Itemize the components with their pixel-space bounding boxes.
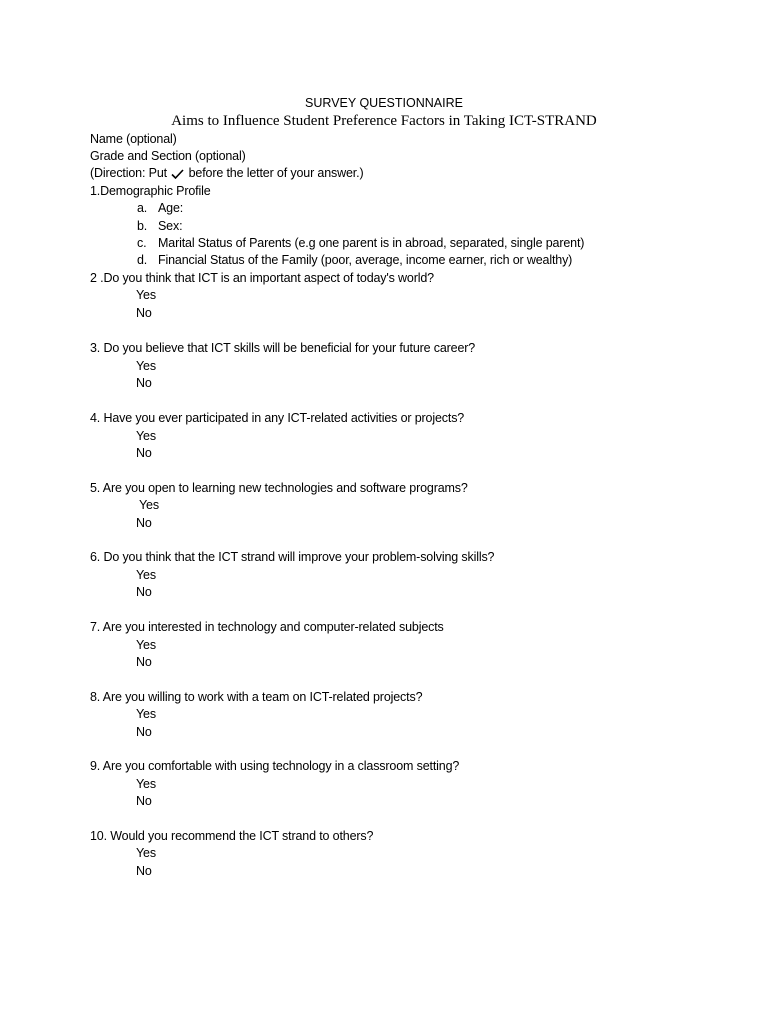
no-option: No [136,725,152,739]
no-option: No [136,516,152,530]
item-letter: a. [137,201,148,215]
yes-option: Yes [136,359,156,373]
question-text: 7. Are you interested in technology and computer-related subjects [90,620,444,634]
question-text: 9. Are you comfortable with using technology in a classroom setting? [90,759,460,773]
question-text: 5. Are you open to learning new technologies and software programs? [90,481,468,495]
direction-text [90,165,363,181]
yes-option: Yes [136,568,156,582]
item-text: Sex: [158,219,183,233]
direction-text-after: before the letter of your answer.) [188,166,364,180]
item-text: Financial Status of the Family (poor, average, income earner, rich or wealthy) [158,253,573,267]
no-option: No [136,585,152,599]
question-text: 4. Have you ever participated in any ICT-related activities or projects? [90,411,465,425]
no-option: No [136,864,152,878]
yes-option: Yes [139,498,159,512]
demographic-item [137,218,182,234]
yes-option: Yes [136,288,156,302]
question-text: 8. Are you willing to work with a team on ICT-related projects? [90,690,423,704]
demographic-item [137,200,183,216]
yes-option: Yes [136,638,156,652]
demographic-item [137,252,572,268]
item-letter: b. [137,219,148,233]
item-letter: c. [137,236,147,250]
demographic-heading: 1.Demographic Profile [90,184,211,198]
no-option: No [136,446,152,460]
no-option: No [136,655,152,669]
no-option: No [136,794,152,808]
item-letter: d. [137,253,148,267]
question-text: 6. Do you think that the ICT strand will improve your problem-solving skills? [90,550,495,564]
item-text: Age: [158,201,184,215]
no-option: No [136,306,152,320]
yes-option: Yes [136,429,156,443]
direction-text-before: (Direction: Put [90,166,167,180]
question-text: 3. Do you believe that ICT skills will be beneficial for your future career? [90,341,476,355]
grade-section-field-label: Grade and Section (optional) [90,149,246,163]
question-text: 10. Would you recommend the ICT strand to others? [90,829,374,843]
survey-subtitle: Aims to Influence Student Preference Factors in Taking ICT-STRAND [171,113,597,129]
name-field-label: Name (optional) [90,132,177,146]
yes-option: Yes [136,846,156,860]
checkmark-icon [171,169,184,179]
question-text: 2 .Do you think that ICT is an important aspect of today's world? [90,271,434,285]
demographic-item [137,235,584,251]
survey-title: SURVEY QUESTIONNAIRE [305,96,463,110]
yes-option: Yes [136,777,156,791]
item-text: Marital Status of Parents (e.g one parent is in abroad, separated, single parent) [158,236,585,250]
yes-option: Yes [136,707,156,721]
no-option: No [136,376,152,390]
